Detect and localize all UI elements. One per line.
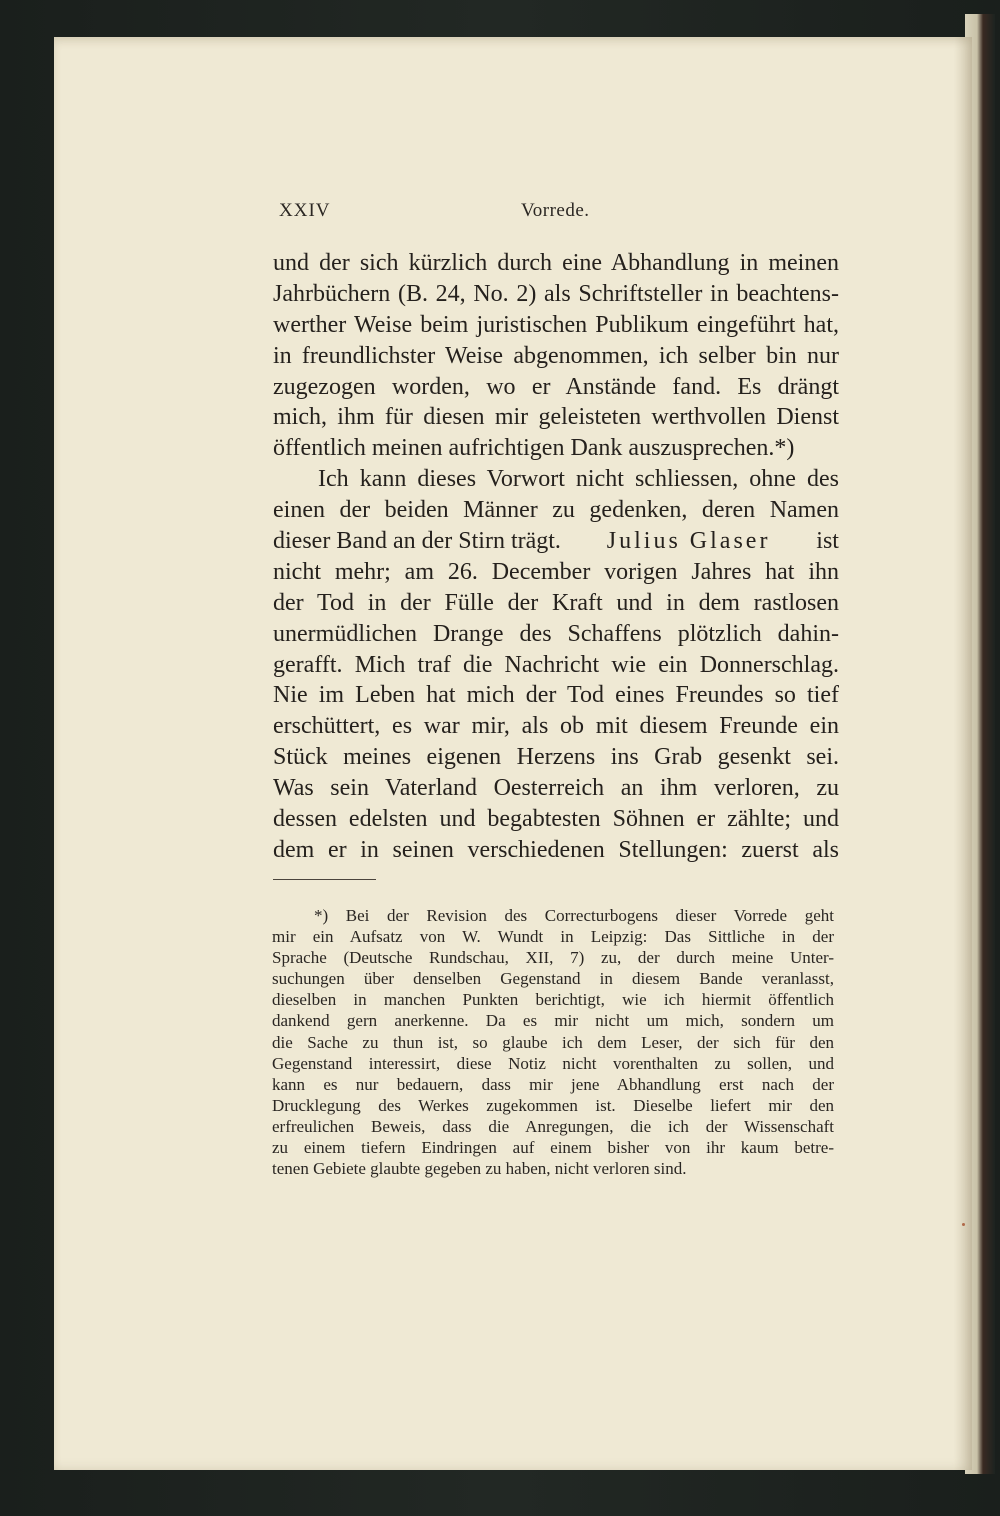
footnote-line: Gegenstand interessirt, diese Notiz nicht vorenthalten zu sollen, und <box>272 1053 834 1073</box>
text-line: Ich kann dieses Vorwort nicht schliessen, ohne des <box>318 466 839 493</box>
page-header <box>279 200 839 230</box>
text-line: in freundlichster Weise abgenommen, ich selber bin nur <box>273 342 839 369</box>
footnote-line: suchungen über denselben Gegenstand in diesem Bande veranlasst, <box>272 969 834 989</box>
text-line: nicht mehr; am 26. December vorigen Jahres hat ihn <box>273 558 839 585</box>
footnote-line: dankend gern anerkenne. Da es mir nicht um mich, sondern um <box>272 1011 834 1031</box>
main-text <box>273 248 839 866</box>
text-line-with-name <box>273 526 839 557</box>
text-fragment: dieser Band an der Stirn trägt. <box>273 528 561 555</box>
footnote-line: erfreulichen Beweis, dass die Anregungen, die ich der Wissenschaft <box>272 1116 834 1136</box>
text-line: öffentlich meinen aufrichtigen Dank auszusprechen.*) <box>273 435 795 462</box>
footnote-line: Drucklegung des Werkes zugekommen ist. Dieselbe liefert mir den <box>272 1095 834 1115</box>
footnote-line: zu einem tiefern Eindringen auf einem bisher von ihr kaum betre- <box>272 1138 834 1158</box>
text-line: der Tod in der Fülle der Kraft und in dem rastlosen <box>273 589 839 616</box>
text-line: und der sich kürzlich durch eine Abhandlung in meinen <box>273 250 839 276</box>
footnote-line: tenen Gebiete glaubte gegeben zu haben, nicht verloren sind. <box>272 1159 687 1179</box>
footnote <box>272 905 834 1179</box>
footnote-rule <box>273 879 376 880</box>
running-title: Vorrede. <box>521 200 590 221</box>
text-line: mich, ihm für diesen mir geleisteten werthvollen Dienst <box>273 404 839 431</box>
footnote-line: kann es nur bedauern, dass mir jene Abhandlung erst nach der <box>272 1074 834 1094</box>
text-line: unermüdlichen Drange des Schaffens plötzlich dahin- <box>273 620 839 647</box>
person-name: Julius Glaser <box>606 528 771 555</box>
text-line: Jahrbüchern (B. 24, No. 2) als Schriftsteller in beachtens- <box>273 280 839 307</box>
footnote-line: *) Bei der Revision des Correcturbogens dieser Vorrede geht <box>314 906 834 925</box>
footnote-line: die Sache zu thun ist, so glaube ich dem Leser, der sich für den <box>272 1032 834 1052</box>
text-line: Was sein Vaterland Oesterreich an ihm verloren, zu <box>273 775 839 802</box>
text-line: Stück meines eigenen Herzens ins Grab gesenkt sei. <box>273 744 839 771</box>
footnote-line: mir ein Aufsatz von W. Wundt in Leipzig: Das Sittliche in der <box>272 927 834 947</box>
text-line: werther Weise beim juristischen Publikum eingeführt hat, <box>273 311 839 338</box>
text-line: dessen edelsten und begabtesten Söhnen er zählte; und <box>273 806 839 833</box>
page-gutter-shade <box>954 37 972 1470</box>
text-fragment: ist <box>816 528 839 555</box>
text-line: gerafft. Mich traf die Nachricht wie ein Donnerschlag. <box>273 651 839 678</box>
paper-speck <box>962 1223 965 1226</box>
page-number: XXIV <box>279 200 331 221</box>
footnote-line: dieselben in manchen Punkten berichtigt, wie ich hiermit öffentlich <box>272 990 834 1010</box>
text-line: erschüttert, es war mir, als ob mit diesem Freunde ein <box>273 713 839 740</box>
text-line: dem er in seinen verschiedenen Stellungen: zuerst als <box>273 836 839 863</box>
text-line: zugezogen worden, wo er Anstände fand. Es drängt <box>273 373 839 400</box>
footnote-line: Sprache (Deutsche Rundschau, XII, 7) zu, der durch meine Unter- <box>272 948 834 968</box>
text-line: Nie im Leben hat mich der Tod eines Freundes so tief <box>273 682 839 709</box>
text-line: einen der beiden Männer zu gedenken, deren Namen <box>273 497 839 524</box>
